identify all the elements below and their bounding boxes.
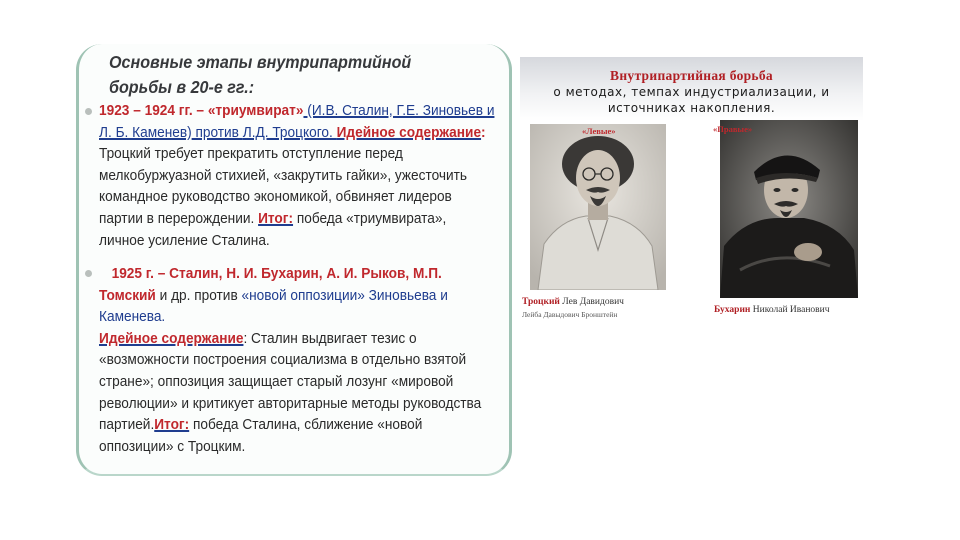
- stage-1923-paragraph: [99, 100, 495, 251]
- opposition-names: Зиновьева и Каменева.: [99, 286, 448, 326]
- slide-subtitle-line1: о методах, темпах индустриализации, и: [553, 85, 830, 99]
- bukharin-caption: [714, 304, 830, 316]
- bukharin-surname: Бухарин: [714, 305, 751, 315]
- trotsky-portrait: [530, 124, 666, 290]
- and-others-text: и др. против: [155, 286, 242, 304]
- slide-title: Внутрипартийная борьба: [610, 68, 773, 83]
- opponent-trotsky: Л.Д. Троцкого: [242, 123, 329, 141]
- against-text: против: [191, 123, 243, 141]
- bukharin-portrait: [720, 120, 858, 298]
- triumvirate-members: (И.В. Сталин, Г.Е. Зиновьев и Л. Б. Каменев): [99, 102, 495, 141]
- slide-subtitle: [520, 85, 863, 116]
- content-text-2: : Сталин выдвигает тезис о «возможности построения социализма в отдельно взятой стране»; оппозиция защищает старый лозунг «мировой революции» и критикует авторитарные методы руководства партией.: [99, 329, 482, 434]
- result-text-1: победа «триумвирата», личное усиление Сталина.: [99, 209, 447, 249]
- content-label-2: Идейное содержание: [99, 329, 244, 347]
- dot-text: .: [328, 123, 337, 141]
- stage-1925-dates: 1925 г. – Сталин, Н. И. Бухарин, А. И. Рыков, М.П. Томский: [99, 265, 442, 304]
- right-faction-tag: «Правые»: [713, 124, 753, 134]
- bukharin-name: Николай Иванович: [750, 305, 830, 315]
- trotsky-caption: [522, 296, 624, 308]
- new-opposition-text: «новой оппозиции»: [241, 286, 365, 304]
- colon-text: :: [481, 123, 486, 141]
- stage-1925-paragraph: [99, 263, 495, 457]
- trotsky-name: Лев Давидович: [559, 297, 624, 307]
- trotsky-surname: Троцкий: [522, 297, 560, 307]
- slide-subtitle-line2: источниках накопления.: [607, 100, 776, 115]
- bullet-icon: [85, 270, 92, 277]
- panel-title: Основные этапы внутрипартийной борьбы в 20-е гг.:: [109, 52, 412, 97]
- content-text-1: Троцкий требует прекратить отступление перед мелкобуржуазной стихией, «закрутить гайки», ужесточить командное руководство экономикой, обвиняет лидеров партии в перерождении.: [99, 145, 468, 227]
- stage-1923-dates: 1923 – 1924 гг. – «триумвират»: [99, 102, 304, 119]
- stages-panel: [76, 44, 512, 476]
- party-struggle-slide: [520, 57, 863, 322]
- content-label-1: Идейное содержание: [336, 123, 482, 141]
- bullet-icon: [85, 108, 92, 115]
- trotsky-birth-name: Лейба Давыдович Бронштейн: [522, 310, 618, 319]
- left-faction-tag: «Левые»: [582, 126, 616, 136]
- result-label-1: Итог:: [258, 209, 294, 227]
- result-label-2: Итог:: [154, 416, 190, 434]
- result-text-2: победа Сталина, сближение «новой оппозиции» с Троцким.: [99, 416, 423, 455]
